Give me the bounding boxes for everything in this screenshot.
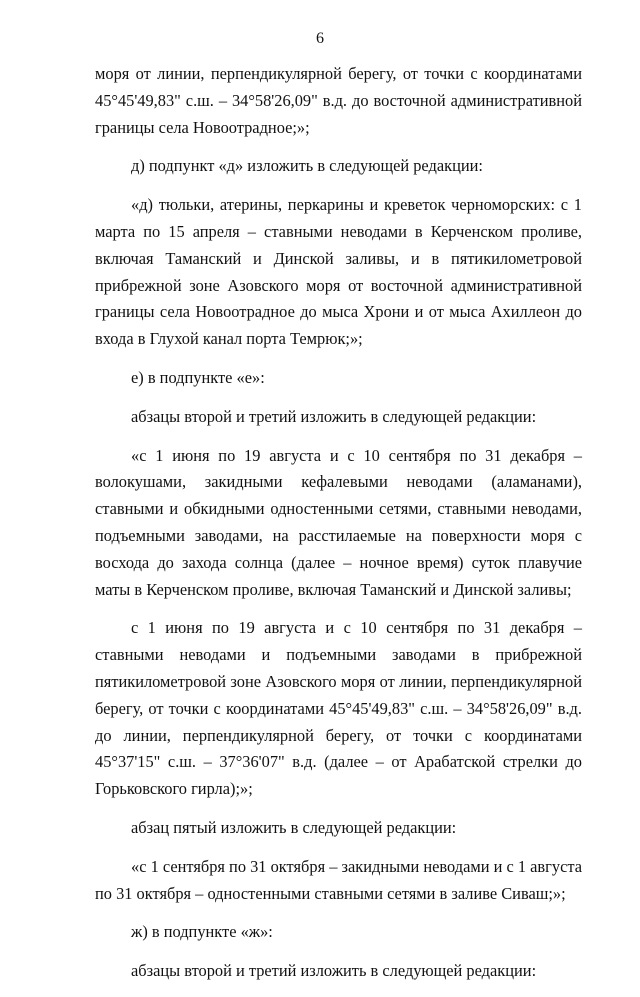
paragraph-e-instruction: абзацы второй и третий изложить в следующей редакции:	[131, 406, 537, 426]
paragraph-zh-instruction: абзацы второй и третий изложить в следующей редакции:	[131, 961, 537, 981]
paragraph-subitem-e: е) в подпункте «е»:	[131, 367, 265, 387]
page-number: 6	[316, 30, 324, 47]
paragraph-subitem-zh: ж) в подпункте «ж»:	[131, 922, 273, 942]
document-body	[95, 61, 582, 997]
paragraph-e-text-2: с 1 июня по 19 августа и с 10 сентября по 31 декабря – ставными неводами и подъемными заводами в прибрежной пятикилометровой зоне Азовского моря от линии, перпендикулярной берегу, от точки с координатами 45°45'49,83" с.ш. – 34°58'26,09" в.д. до линии, перпендикулярной берегу, от точки с координатами 45°37'15" с.ш. – 37°36'07" в.д. (далее – от Арабатской стрелки до Горьковского гирла);»;	[95, 618, 582, 799]
paragraph-continuation: моря от линии, перпендикулярной берегу, от точки с координатами 45°45'49,83" с.ш. – 34°58'26,09" в.д. до восточной административной границы села Новоотрадное;»;	[95, 64, 582, 137]
paragraph-d-text: «д) тюльки, атерины, перкарины и креветок черноморских: с 1 марта по 15 апреля – ставными неводами в Керченском проливе, включая Таманский и Динской заливы, и в пятикилометровой прибрежной зоне Азовского моря от восточной административной границы села Новоотрадное до мыса Хрони и от мыса Ахиллеон до входа в Глухой канал порта Темрюк;»;	[95, 195, 582, 349]
paragraph-e-fifth-text: «с 1 сентября по 31 октября – закидными неводами и с 1 августа по 31 октября – одностенными ставными сетями в заливе Сиваш;»;	[95, 856, 582, 903]
paragraph-e-text-1: «с 1 июня по 19 августа и с 10 сентября по 31 декабря – волокушами, закидными кефалевыми неводами (аламанами), ставными и обкидными одностенными сетями, ставными неводами, подъемными заводами, на расстилаемые на поверхности моря с восхода до захода солнца (далее – ночное время) суток плавучие маты в Керченском проливе, включая Таманский и Динской заливы;	[95, 445, 582, 599]
paragraph-subitem-d: д) подпункт «д» изложить в следующей редакции:	[131, 156, 483, 176]
paragraph-e-fifth-instruction: абзац пятый изложить в следующей редакции:	[131, 817, 457, 837]
